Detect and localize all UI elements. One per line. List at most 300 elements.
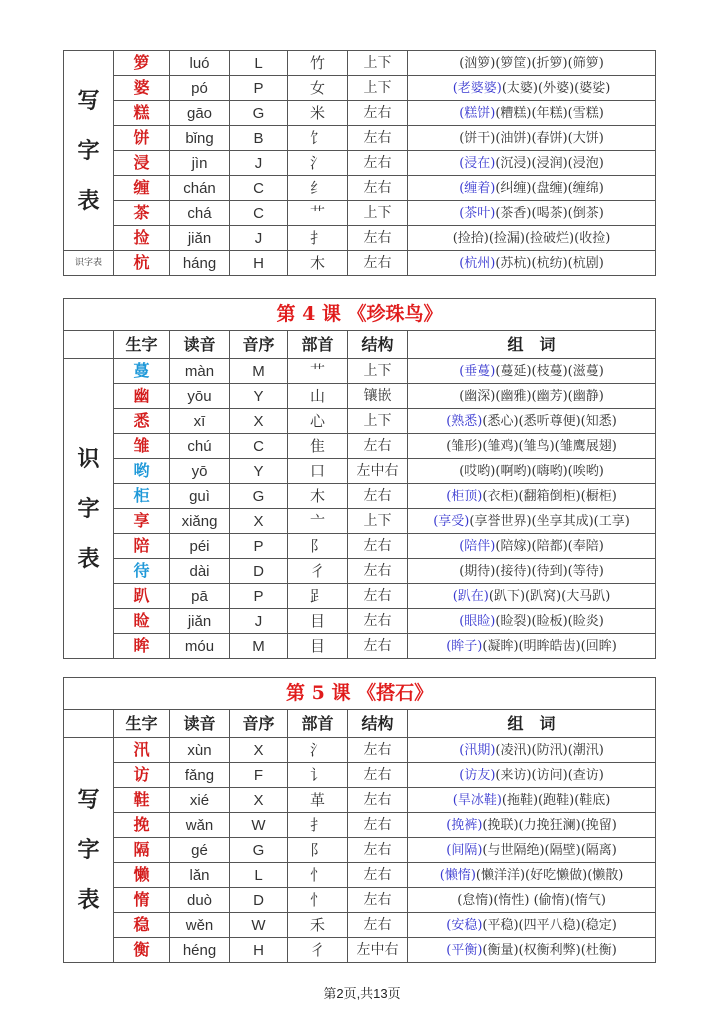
highlight-word: (垂蔓) bbox=[459, 363, 496, 379]
table-row bbox=[64, 409, 656, 434]
table-row bbox=[64, 888, 656, 913]
structure-cell: 左右 bbox=[348, 151, 408, 176]
lesson-title: 第 4 课 《珍珠鸟》 bbox=[64, 299, 656, 331]
side-label-char: 字 bbox=[77, 137, 100, 164]
word-list: (平稳)(四平八稳)(稳定) bbox=[482, 917, 617, 933]
words-cell bbox=[408, 634, 656, 659]
letter-cell: G bbox=[230, 101, 288, 126]
structure-cell: 左右 bbox=[348, 609, 408, 634]
table-row bbox=[64, 459, 656, 484]
char-cell: 陪 bbox=[114, 534, 170, 559]
radical-cell: 山 bbox=[288, 384, 348, 409]
words-cell bbox=[408, 359, 656, 384]
table-row bbox=[64, 788, 656, 813]
words-cell bbox=[408, 126, 656, 151]
letter-cell: W bbox=[230, 813, 288, 838]
words-cell bbox=[408, 201, 656, 226]
radical-cell: 口 bbox=[288, 459, 348, 484]
structure-cell: 上下 bbox=[348, 509, 408, 534]
header-char: 生字 bbox=[114, 331, 170, 359]
char-cell: 箩 bbox=[114, 51, 170, 76]
letter-cell: C bbox=[230, 434, 288, 459]
radical-cell: 饣 bbox=[288, 126, 348, 151]
table-row bbox=[64, 763, 656, 788]
table-row bbox=[64, 509, 656, 534]
words-cell bbox=[408, 813, 656, 838]
char-cell: 惰 bbox=[114, 888, 170, 913]
words-cell bbox=[408, 534, 656, 559]
table-row bbox=[64, 226, 656, 251]
header-char: 生字 bbox=[114, 710, 170, 738]
char-cell: 悉 bbox=[114, 409, 170, 434]
letter-cell: L bbox=[230, 51, 288, 76]
char-cell: 隔 bbox=[114, 838, 170, 863]
words-cell bbox=[408, 484, 656, 509]
pinyin-cell: wǎn bbox=[170, 813, 230, 838]
highlight-word: (茶叶) bbox=[459, 205, 496, 221]
table-row bbox=[64, 126, 656, 151]
pinyin-cell: pó bbox=[170, 76, 230, 101]
pinyin-cell: bǐng bbox=[170, 126, 230, 151]
pinyin-cell: héng bbox=[170, 938, 230, 963]
char-cell: 幽 bbox=[114, 384, 170, 409]
char-cell: 柜 bbox=[114, 484, 170, 509]
radical-cell: 革 bbox=[288, 788, 348, 813]
structure-cell: 左右 bbox=[348, 788, 408, 813]
char-cell: 哟 bbox=[114, 459, 170, 484]
structure-cell: 左右 bbox=[348, 838, 408, 863]
letter-cell: J bbox=[230, 609, 288, 634]
word-list: (来访)(访问)(查访) bbox=[495, 767, 604, 783]
header-row bbox=[64, 710, 656, 738]
words-cell bbox=[408, 763, 656, 788]
structure-cell: 左右 bbox=[348, 226, 408, 251]
pinyin-cell: luó bbox=[170, 51, 230, 76]
char-cell: 汛 bbox=[114, 738, 170, 763]
word-list: (茶香)(喝茶)(倒茶) bbox=[495, 205, 604, 221]
char-cell: 雏 bbox=[114, 434, 170, 459]
words-cell bbox=[408, 384, 656, 409]
table-row bbox=[64, 384, 656, 409]
highlight-word: (糕饼) bbox=[459, 105, 496, 121]
table-row bbox=[64, 559, 656, 584]
radical-cell: 彳 bbox=[288, 938, 348, 963]
char-cell: 浸 bbox=[114, 151, 170, 176]
structure-cell: 左右 bbox=[348, 176, 408, 201]
table-row bbox=[64, 201, 656, 226]
table-row bbox=[64, 938, 656, 963]
words-cell bbox=[408, 559, 656, 584]
letter-cell: G bbox=[230, 838, 288, 863]
structure-cell: 上下 bbox=[348, 409, 408, 434]
word-list: (哎哟)(啊哟)(嗨哟)(唉哟) bbox=[459, 463, 604, 479]
structure-cell: 上下 bbox=[348, 359, 408, 384]
header-letter: 音序 bbox=[230, 331, 288, 359]
char-cell: 访 bbox=[114, 763, 170, 788]
letter-cell: X bbox=[230, 738, 288, 763]
letter-cell: B bbox=[230, 126, 288, 151]
table-row bbox=[64, 251, 656, 276]
side-label-char: 字 bbox=[77, 495, 100, 522]
pinyin-cell: dài bbox=[170, 559, 230, 584]
word-list: (懒洋洋)(好吃懒做)(懒散) bbox=[475, 867, 624, 883]
table-row bbox=[64, 151, 656, 176]
structure-cell: 左右 bbox=[348, 913, 408, 938]
header-structure: 结构 bbox=[348, 710, 408, 738]
letter-cell: H bbox=[230, 938, 288, 963]
letter-cell: X bbox=[230, 509, 288, 534]
words-cell bbox=[408, 509, 656, 534]
highlight-word: (享受) bbox=[433, 513, 470, 529]
pinyin-cell: guì bbox=[170, 484, 230, 509]
word-list: (纠缠)(盘缠)(缠绵) bbox=[495, 180, 604, 196]
word-list: (糟糕)(年糕)(雪糕) bbox=[495, 105, 604, 121]
side-label bbox=[64, 51, 114, 251]
pinyin-cell: duò bbox=[170, 888, 230, 913]
structure-cell: 左中右 bbox=[348, 938, 408, 963]
side-label-char: 表 bbox=[77, 887, 100, 913]
header-blank bbox=[64, 710, 114, 738]
word-list: (沉浸)(浸润)(浸泡) bbox=[495, 155, 604, 171]
table-row bbox=[64, 863, 656, 888]
radical-cell: 艹 bbox=[288, 359, 348, 384]
pinyin-cell: jiǎn bbox=[170, 226, 230, 251]
radical-cell: 纟 bbox=[288, 176, 348, 201]
letter-cell: L bbox=[230, 863, 288, 888]
radical-cell: 竹 bbox=[288, 51, 348, 76]
side-label bbox=[64, 359, 114, 659]
side-label-char: 表 bbox=[77, 545, 100, 572]
pinyin-cell: xié bbox=[170, 788, 230, 813]
char-cell: 捡 bbox=[114, 226, 170, 251]
char-cell: 糕 bbox=[114, 101, 170, 126]
radical-cell: 木 bbox=[288, 251, 348, 276]
table-row bbox=[64, 913, 656, 938]
table-row bbox=[64, 76, 656, 101]
words-cell bbox=[408, 609, 656, 634]
letter-cell: J bbox=[230, 151, 288, 176]
highlight-word: (熟悉) bbox=[446, 413, 483, 429]
highlight-word: (浸在) bbox=[459, 155, 496, 171]
table-row bbox=[64, 534, 656, 559]
char-cell: 挽 bbox=[114, 813, 170, 838]
section2-body bbox=[64, 299, 656, 659]
char-cell: 饼 bbox=[114, 126, 170, 151]
word-list: (挽联)(力挽狂澜)(挽留) bbox=[482, 817, 617, 833]
table-row bbox=[64, 838, 656, 863]
letter-cell: P bbox=[230, 76, 288, 101]
structure-cell: 左右 bbox=[348, 251, 408, 276]
highlight-word: (眸子) bbox=[446, 638, 483, 654]
highlight-word: (间隔) bbox=[446, 842, 483, 858]
radical-cell: 木 bbox=[288, 484, 348, 509]
header-pinyin: 读音 bbox=[170, 710, 230, 738]
radical-cell: 忄 bbox=[288, 863, 348, 888]
word-list: (饼干)(油饼)(春饼)(大饼) bbox=[459, 130, 604, 146]
radical-cell: 扌 bbox=[288, 226, 348, 251]
section2-table bbox=[63, 298, 656, 659]
word-list: (衡量)(权衡利弊)(杜衡) bbox=[482, 942, 617, 958]
letter-cell: Y bbox=[230, 384, 288, 409]
side-label-char: 识 bbox=[77, 445, 100, 472]
radical-cell: 米 bbox=[288, 101, 348, 126]
pinyin-cell: gé bbox=[170, 838, 230, 863]
words-cell bbox=[408, 584, 656, 609]
letter-cell: C bbox=[230, 176, 288, 201]
letter-cell: P bbox=[230, 534, 288, 559]
word-list: (怠惰)(惰性) (偷惰)(惰气) bbox=[457, 892, 606, 908]
word-list: (睑裂)(睑板)(睑炎) bbox=[495, 613, 604, 629]
word-list: (期待)(接待)(待到)(等待) bbox=[459, 563, 604, 579]
radical-cell: 𧾷 bbox=[288, 584, 348, 609]
letter-cell: X bbox=[230, 409, 288, 434]
word-list: (凌汛)(防汛)(潮汛) bbox=[495, 742, 604, 758]
letter-cell: M bbox=[230, 634, 288, 659]
pinyin-cell: wěn bbox=[170, 913, 230, 938]
table-row bbox=[64, 813, 656, 838]
letter-cell: J bbox=[230, 226, 288, 251]
words-cell bbox=[408, 226, 656, 251]
word-list: (蔓延)(枝蔓)(滋蔓) bbox=[495, 363, 604, 379]
table-row bbox=[64, 359, 656, 384]
highlight-word: (汛期) bbox=[459, 742, 496, 758]
structure-cell: 左右 bbox=[348, 559, 408, 584]
pinyin-cell: gāo bbox=[170, 101, 230, 126]
words-cell bbox=[408, 176, 656, 201]
section3-body bbox=[64, 678, 656, 963]
structure-cell: 左右 bbox=[348, 101, 408, 126]
header-words: 组 词 bbox=[408, 331, 656, 359]
side-label bbox=[64, 738, 114, 963]
side-label-small: 识字表 bbox=[64, 251, 114, 276]
words-cell bbox=[408, 434, 656, 459]
word-list: (趴下)(趴窝)(大马趴) bbox=[488, 588, 611, 604]
letter-cell: Y bbox=[230, 459, 288, 484]
page-footer: 第2页,共13页 bbox=[323, 986, 401, 1001]
radical-cell: 氵 bbox=[288, 738, 348, 763]
letter-cell: D bbox=[230, 888, 288, 913]
letter-cell: H bbox=[230, 251, 288, 276]
pinyin-cell: yō bbox=[170, 459, 230, 484]
highlight-word: (陪伴) bbox=[459, 538, 496, 554]
pinyin-cell: yōu bbox=[170, 384, 230, 409]
word-list: (捡拾)(捡漏)(捡破烂)(收捡) bbox=[452, 230, 611, 246]
highlight-word: (趴在) bbox=[452, 588, 489, 604]
pinyin-cell: pā bbox=[170, 584, 230, 609]
pinyin-cell: chú bbox=[170, 434, 230, 459]
words-cell bbox=[408, 459, 656, 484]
header-row bbox=[64, 331, 656, 359]
header-blank bbox=[64, 331, 114, 359]
highlight-word: (懒惰) bbox=[439, 867, 476, 883]
side-label-char: 写 bbox=[77, 787, 100, 813]
radical-cell: 女 bbox=[288, 76, 348, 101]
pinyin-cell: xùn bbox=[170, 738, 230, 763]
structure-cell: 左右 bbox=[348, 863, 408, 888]
structure-cell: 左右 bbox=[348, 763, 408, 788]
radical-cell: 心 bbox=[288, 409, 348, 434]
structure-cell: 左右 bbox=[348, 634, 408, 659]
table-row bbox=[64, 434, 656, 459]
header-words: 组 词 bbox=[408, 710, 656, 738]
structure-cell: 镶嵌 bbox=[348, 384, 408, 409]
word-list: (苏杭)(杭纺)(杭剧) bbox=[495, 255, 604, 271]
letter-cell: D bbox=[230, 559, 288, 584]
radical-cell: 艹 bbox=[288, 201, 348, 226]
highlight-word: (柜顶) bbox=[446, 488, 483, 504]
side-label-char: 表 bbox=[77, 187, 100, 214]
structure-cell: 左右 bbox=[348, 434, 408, 459]
letter-cell: W bbox=[230, 913, 288, 938]
radical-cell: 阝 bbox=[288, 534, 348, 559]
char-cell: 蔓 bbox=[114, 359, 170, 384]
highlight-word: (旱冰鞋) bbox=[452, 792, 502, 808]
structure-cell: 左右 bbox=[348, 534, 408, 559]
structure-cell: 上下 bbox=[348, 76, 408, 101]
highlight-word: (杭州) bbox=[459, 255, 496, 271]
structure-cell: 左右 bbox=[348, 813, 408, 838]
radical-cell: 阝 bbox=[288, 838, 348, 863]
word-list: (与世隔绝)(隔壁)(隔离) bbox=[482, 842, 617, 858]
char-cell: 待 bbox=[114, 559, 170, 584]
pinyin-cell: chán bbox=[170, 176, 230, 201]
highlight-word: (访友) bbox=[459, 767, 496, 783]
header-letter: 音序 bbox=[230, 710, 288, 738]
char-cell: 缠 bbox=[114, 176, 170, 201]
structure-cell: 左右 bbox=[348, 888, 408, 913]
word-list: (雏形)(雏鸡)(雏鸟)(雏鹰展翅) bbox=[446, 438, 617, 454]
highlight-word: (挽裤) bbox=[446, 817, 483, 833]
table-row bbox=[64, 176, 656, 201]
word-list: (汹箩)(箩筐)(折箩)(筛箩) bbox=[459, 55, 604, 71]
table-row bbox=[64, 634, 656, 659]
structure-cell: 上下 bbox=[348, 201, 408, 226]
table-row bbox=[64, 738, 656, 763]
char-cell: 稳 bbox=[114, 913, 170, 938]
radical-cell: 目 bbox=[288, 634, 348, 659]
radical-cell: 扌 bbox=[288, 813, 348, 838]
word-list: (太婆)(外婆)(婆娑) bbox=[501, 80, 611, 96]
word-list: (衣柜)(翻箱倒柜)(橱柜) bbox=[482, 488, 617, 504]
radical-cell: 氵 bbox=[288, 151, 348, 176]
header-structure: 结构 bbox=[348, 331, 408, 359]
structure-cell: 左右 bbox=[348, 738, 408, 763]
radical-cell: 隹 bbox=[288, 434, 348, 459]
pinyin-cell: xī bbox=[170, 409, 230, 434]
word-list: (幽深)(幽雅)(幽芳)(幽静) bbox=[459, 388, 604, 404]
words-cell bbox=[408, 738, 656, 763]
char-cell: 茶 bbox=[114, 201, 170, 226]
word-list: (凝眸)(明眸皓齿)(回眸) bbox=[482, 638, 617, 654]
table-row bbox=[64, 51, 656, 76]
words-cell bbox=[408, 151, 656, 176]
pinyin-cell: jiǎn bbox=[170, 609, 230, 634]
radical-cell: 彳 bbox=[288, 559, 348, 584]
word-list: (悉心)(悉听尊便)(知悉) bbox=[482, 413, 617, 429]
words-cell bbox=[408, 101, 656, 126]
section1-body bbox=[64, 51, 656, 276]
letter-cell: G bbox=[230, 484, 288, 509]
pinyin-cell: fǎng bbox=[170, 763, 230, 788]
table-row bbox=[64, 609, 656, 634]
structure-cell: 上下 bbox=[348, 51, 408, 76]
structure-cell: 左右 bbox=[348, 584, 408, 609]
words-cell bbox=[408, 51, 656, 76]
side-label-char: 写 bbox=[77, 87, 100, 114]
header-pinyin: 读音 bbox=[170, 331, 230, 359]
letter-cell: M bbox=[230, 359, 288, 384]
pinyin-cell: móu bbox=[170, 634, 230, 659]
structure-cell: 左右 bbox=[348, 126, 408, 151]
radical-cell: 目 bbox=[288, 609, 348, 634]
lesson-title: 第 5 课 《搭石》 bbox=[64, 678, 656, 710]
words-cell bbox=[408, 913, 656, 938]
char-cell: 婆 bbox=[114, 76, 170, 101]
char-cell: 趴 bbox=[114, 584, 170, 609]
pinyin-cell: xiǎng bbox=[170, 509, 230, 534]
pinyin-cell: chá bbox=[170, 201, 230, 226]
radical-cell: 禾 bbox=[288, 913, 348, 938]
highlight-word: (缠着) bbox=[459, 180, 496, 196]
structure-cell: 左右 bbox=[348, 484, 408, 509]
words-cell bbox=[408, 863, 656, 888]
words-cell bbox=[408, 76, 656, 101]
pinyin-cell: màn bbox=[170, 359, 230, 384]
words-cell bbox=[408, 788, 656, 813]
word-list: (享誉世界)(坐享其成)(工享) bbox=[469, 513, 630, 529]
char-cell: 睑 bbox=[114, 609, 170, 634]
char-cell: 享 bbox=[114, 509, 170, 534]
word-list: (拖鞋)(跑鞋)(鞋底) bbox=[501, 792, 611, 808]
highlight-word: (平衡) bbox=[446, 942, 483, 958]
pinyin-cell: lǎn bbox=[170, 863, 230, 888]
char-cell: 懒 bbox=[114, 863, 170, 888]
pinyin-cell: háng bbox=[170, 251, 230, 276]
highlight-word: (安稳) bbox=[446, 917, 483, 933]
section3-table bbox=[63, 677, 656, 963]
words-cell bbox=[408, 888, 656, 913]
char-cell: 杭 bbox=[114, 251, 170, 276]
pinyin-cell: péi bbox=[170, 534, 230, 559]
highlight-word: (眼睑) bbox=[459, 613, 496, 629]
letter-cell: F bbox=[230, 763, 288, 788]
header-radical: 部首 bbox=[288, 331, 348, 359]
highlight-word: (老婆婆) bbox=[452, 80, 502, 96]
letter-cell: C bbox=[230, 201, 288, 226]
char-cell: 鞋 bbox=[114, 788, 170, 813]
char-cell: 眸 bbox=[114, 634, 170, 659]
radical-cell: 忄 bbox=[288, 888, 348, 913]
structure-cell: 左中右 bbox=[348, 459, 408, 484]
words-cell bbox=[408, 838, 656, 863]
radical-cell: 讠 bbox=[288, 763, 348, 788]
header-radical: 部首 bbox=[288, 710, 348, 738]
words-cell bbox=[408, 251, 656, 276]
table-row bbox=[64, 584, 656, 609]
section1-table bbox=[63, 50, 656, 276]
words-cell bbox=[408, 409, 656, 434]
letter-cell: P bbox=[230, 584, 288, 609]
table-row bbox=[64, 484, 656, 509]
table-row bbox=[64, 101, 656, 126]
char-cell: 衡 bbox=[114, 938, 170, 963]
pinyin-cell: jìn bbox=[170, 151, 230, 176]
side-label-char: 字 bbox=[77, 837, 100, 863]
words-cell bbox=[408, 938, 656, 963]
radical-cell: 亠 bbox=[288, 509, 348, 534]
word-list: (陪嫁)(陪都)(奉陪) bbox=[495, 538, 604, 554]
letter-cell: X bbox=[230, 788, 288, 813]
